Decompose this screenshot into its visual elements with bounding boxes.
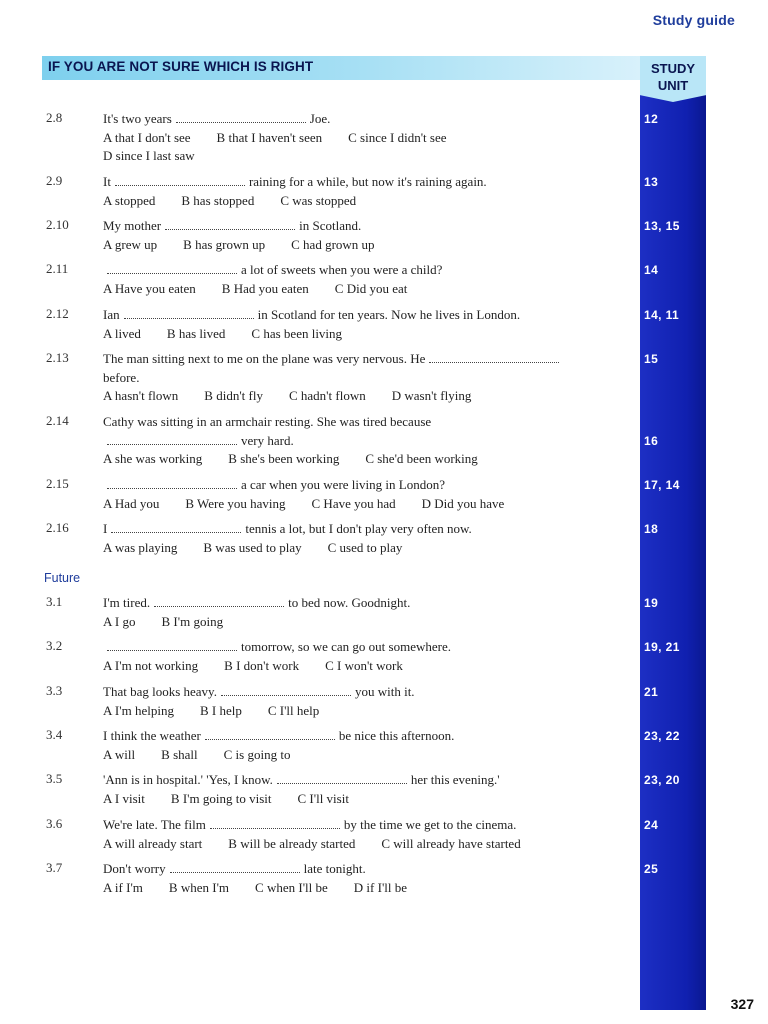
- answer-option: C Have you had: [311, 495, 396, 511]
- answer-option: A Had you: [103, 495, 160, 511]
- question-text: [103, 413, 504, 469]
- answer-blank: [170, 862, 300, 873]
- answer-option: D wasn't flying: [391, 388, 472, 403]
- question-line: [103, 387, 563, 406]
- answer-option: B I help: [199, 702, 242, 718]
- question-line: [103, 192, 487, 211]
- question-text: [103, 261, 442, 298]
- study-unit-reference: 13, 15: [644, 219, 680, 233]
- answer-option: C when I'll be: [255, 879, 328, 895]
- answer-option: A hasn't flown: [103, 388, 179, 403]
- study-unit-header-line2: UNIT: [657, 78, 689, 93]
- question-text: [103, 110, 473, 166]
- answer-option: D Did you have: [421, 495, 505, 511]
- question-line: [103, 520, 472, 539]
- answer-option: B Were you having: [185, 495, 286, 511]
- question-line: [103, 476, 530, 495]
- question-segment: I'm tired.: [103, 595, 151, 610]
- item-number: 2.15: [46, 476, 69, 491]
- answer-blank: [429, 352, 559, 363]
- question-line: [103, 261, 442, 280]
- answer-option: A I'm not working: [103, 657, 199, 673]
- study-unit-reference: 13: [644, 175, 659, 189]
- answer-option: C I won't work: [325, 657, 403, 673]
- answer-option: A stopped: [103, 192, 156, 208]
- question-segment: in Scotland.: [299, 218, 362, 233]
- question-line: [103, 369, 563, 388]
- answer-blank: [154, 596, 284, 607]
- question-segment: before.: [103, 369, 140, 385]
- answer-option: A I'm helping: [103, 702, 174, 718]
- answer-option: B has stopped: [181, 192, 255, 208]
- answer-option: C I'll help: [267, 702, 320, 718]
- study-unit-reference: 12: [644, 112, 659, 126]
- question-text: [103, 683, 415, 720]
- item-number: 2.16: [46, 520, 69, 535]
- question-segment: Joe.: [309, 111, 331, 126]
- item-number: 2.13: [46, 350, 69, 365]
- answer-option: C Did you eat: [334, 280, 408, 296]
- question-segment: her this evening.': [410, 772, 500, 787]
- section-banner: [42, 56, 640, 80]
- question-line: [103, 816, 547, 835]
- question-line: [103, 413, 504, 432]
- item-number: 2.11: [46, 261, 69, 276]
- question-segment: 'Ann is in hospital.' 'Yes, I know.: [103, 772, 273, 787]
- answer-option: B has lived: [166, 325, 226, 341]
- banner-title: IF YOU ARE NOT SURE WHICH IS RIGHT: [48, 59, 314, 74]
- question-segment: by the time we get to the cinema.: [343, 817, 517, 832]
- question-segment: raining for a while, but now it's raining again.: [248, 174, 487, 189]
- question-segment: tomorrow, so we can go out somewhere.: [241, 639, 451, 654]
- question-line: [103, 702, 415, 721]
- question-text: [103, 638, 451, 675]
- answer-option: B has grown up: [183, 236, 266, 252]
- question-line: [103, 771, 500, 790]
- answer-option: B when I'm: [168, 879, 230, 895]
- answer-blank: [205, 729, 335, 740]
- question-segment: I: [103, 521, 108, 536]
- answer-blank: [107, 434, 237, 445]
- question-text: [103, 520, 472, 557]
- item-number: 3.5: [46, 771, 63, 786]
- question-line: [103, 350, 563, 369]
- answer-option: D if I'll be: [353, 879, 408, 895]
- answer-blank: [221, 685, 351, 696]
- answer-option: A was playing: [103, 539, 178, 555]
- answer-option: A if I'm: [103, 879, 143, 895]
- question-segment: late tonight.: [303, 861, 366, 876]
- answer-option: A will already start: [103, 835, 203, 851]
- question-text: [103, 476, 530, 513]
- answer-option: A I visit: [103, 790, 145, 806]
- item-number: 2.12: [46, 306, 69, 321]
- question-segment: We're late. The film: [103, 817, 206, 832]
- question-text: [103, 173, 487, 210]
- question-line: [103, 325, 520, 344]
- answer-option: C she'd been working: [365, 451, 478, 466]
- answer-option: D since I last saw: [103, 148, 195, 163]
- question-segment: That bag looks heavy.: [103, 684, 217, 699]
- question-segment: The man sitting next to me on the plane was very nervous. He: [103, 351, 426, 366]
- question-line: [103, 306, 520, 325]
- answer-blank: [165, 219, 295, 230]
- item-number: 2.9: [46, 173, 63, 188]
- study-unit-header-line1: STUDY: [650, 61, 696, 76]
- item-number: 3.6: [46, 816, 63, 831]
- answer-option: C will already have started: [381, 835, 521, 851]
- answer-option: B Had you eaten: [221, 280, 309, 296]
- answer-option: C used to play: [327, 539, 403, 555]
- study-unit-header: [640, 56, 706, 100]
- section-heading-future: Future: [44, 571, 81, 585]
- study-unit-reference: 19: [644, 596, 659, 610]
- study-unit-reference: 16: [644, 433, 659, 448]
- question-line: [103, 450, 504, 469]
- answer-option: A grew up: [103, 236, 158, 252]
- item-number: 3.4: [46, 727, 63, 742]
- question-segment: a car when you were living in London?: [241, 477, 445, 492]
- answer-blank: [111, 522, 241, 533]
- study-unit-reference: 23, 20: [644, 773, 680, 787]
- item-number: 3.2: [46, 638, 63, 653]
- question-text: [103, 306, 520, 343]
- answer-option: A Have you eaten: [103, 280, 196, 296]
- question-line: [103, 657, 451, 676]
- study-unit-reference: 25: [644, 862, 659, 876]
- answer-blank: [107, 640, 237, 651]
- study-unit-reference: 19, 21: [644, 640, 680, 654]
- study-unit-reference: 18: [644, 522, 659, 536]
- question-segment: a lot of sweets when you were a child?: [241, 262, 443, 277]
- answer-blank: [210, 818, 340, 829]
- question-segment: Cathy was sitting in an armchair resting. She was tired because: [103, 414, 432, 429]
- item-number: 3.7: [46, 860, 63, 875]
- answer-option: B will be already started: [228, 835, 356, 851]
- question-line: [103, 173, 487, 192]
- study-unit-reference: 24: [644, 818, 659, 832]
- answer-option: B was used to play: [203, 539, 302, 555]
- answer-blank: [115, 175, 245, 186]
- study-unit-reference: 14, 11: [644, 308, 680, 322]
- question-line: [103, 727, 454, 746]
- question-segment: I think the weather: [103, 728, 201, 743]
- study-unit-reference: 23, 22: [644, 729, 680, 743]
- answer-option: C has been living: [251, 325, 343, 341]
- item-number: 2.14: [46, 413, 69, 428]
- answer-blank: [176, 112, 306, 123]
- item-number: 3.1: [46, 594, 63, 609]
- answer-option: C was stopped: [280, 192, 357, 208]
- answer-option: A she was working: [103, 451, 203, 466]
- answer-blank: [107, 263, 237, 274]
- question-line: [103, 236, 401, 255]
- answer-blank: [107, 478, 237, 489]
- answer-option: A will: [103, 746, 136, 762]
- answer-option: C I'll visit: [297, 790, 349, 806]
- question-line: [103, 432, 504, 451]
- question-text: [103, 860, 433, 897]
- question-segment: My mother: [103, 218, 162, 233]
- item-number: 2.8: [46, 110, 63, 125]
- question-line: [103, 683, 415, 702]
- study-unit-reference: 17, 14: [644, 478, 680, 492]
- question-line: [103, 835, 547, 854]
- question-text: [103, 217, 401, 254]
- question-text: [103, 771, 500, 808]
- question-segment: Don't worry: [103, 861, 166, 876]
- item-number: 3.3: [46, 683, 63, 698]
- question-text: [103, 594, 410, 631]
- answer-option: B I'm going: [161, 613, 224, 629]
- answer-blank: [124, 308, 254, 319]
- page-number: 327: [730, 996, 754, 1012]
- answer-option: B didn't fly: [204, 388, 263, 403]
- answer-blank: [277, 773, 407, 784]
- question-segment: very hard.: [241, 432, 294, 448]
- answer-option: A lived: [103, 325, 141, 341]
- answer-option: C is going to: [223, 746, 291, 762]
- question-text: [103, 350, 563, 406]
- question-line: [103, 594, 410, 613]
- question-line: [103, 638, 451, 657]
- question-line: [103, 217, 401, 236]
- study-guide-header: Study guide: [652, 12, 735, 28]
- question-line: [103, 746, 454, 765]
- study-unit-reference: 21: [644, 685, 659, 699]
- question-segment: to bed now. Goodnight.: [288, 595, 411, 610]
- question-line: [103, 613, 410, 632]
- question-line: [103, 879, 433, 898]
- question-line: [103, 790, 500, 809]
- answer-option: A that I don't see: [103, 129, 191, 145]
- question-text: [103, 816, 547, 853]
- answer-option: B that I haven't seen: [216, 129, 323, 145]
- answer-option: A I go: [103, 613, 136, 629]
- question-segment: in Scotland for ten years. Now he lives in London.: [257, 307, 521, 322]
- question-segment: tennis a lot, but I don't play very often now.: [245, 521, 472, 536]
- question-line: [103, 147, 473, 166]
- study-unit-reference: 15: [644, 352, 659, 366]
- question-line: [103, 110, 473, 129]
- question-segment: It's two years: [103, 111, 172, 126]
- answer-option: C hadn't flown: [288, 388, 366, 403]
- answer-option: C had grown up: [291, 236, 375, 252]
- question-segment: Ian: [103, 307, 120, 322]
- question-text: [103, 727, 454, 764]
- study-unit-reference: 14: [644, 263, 659, 277]
- item-number: 2.10: [46, 217, 69, 232]
- question-line: [103, 129, 473, 148]
- question-segment: It: [103, 174, 111, 189]
- answer-option: C since I didn't see: [348, 129, 447, 145]
- question-line: [103, 539, 472, 558]
- answer-option: B shall: [161, 746, 198, 762]
- question-segment: you with it.: [354, 684, 415, 699]
- answer-option: B I'm going to visit: [170, 790, 272, 806]
- question-segment: be nice this afternoon.: [338, 728, 455, 743]
- question-line: [103, 280, 442, 299]
- question-line: [103, 495, 530, 514]
- answer-option: B she's been working: [228, 451, 340, 466]
- question-line: [103, 860, 433, 879]
- answer-option: B I don't work: [224, 657, 300, 673]
